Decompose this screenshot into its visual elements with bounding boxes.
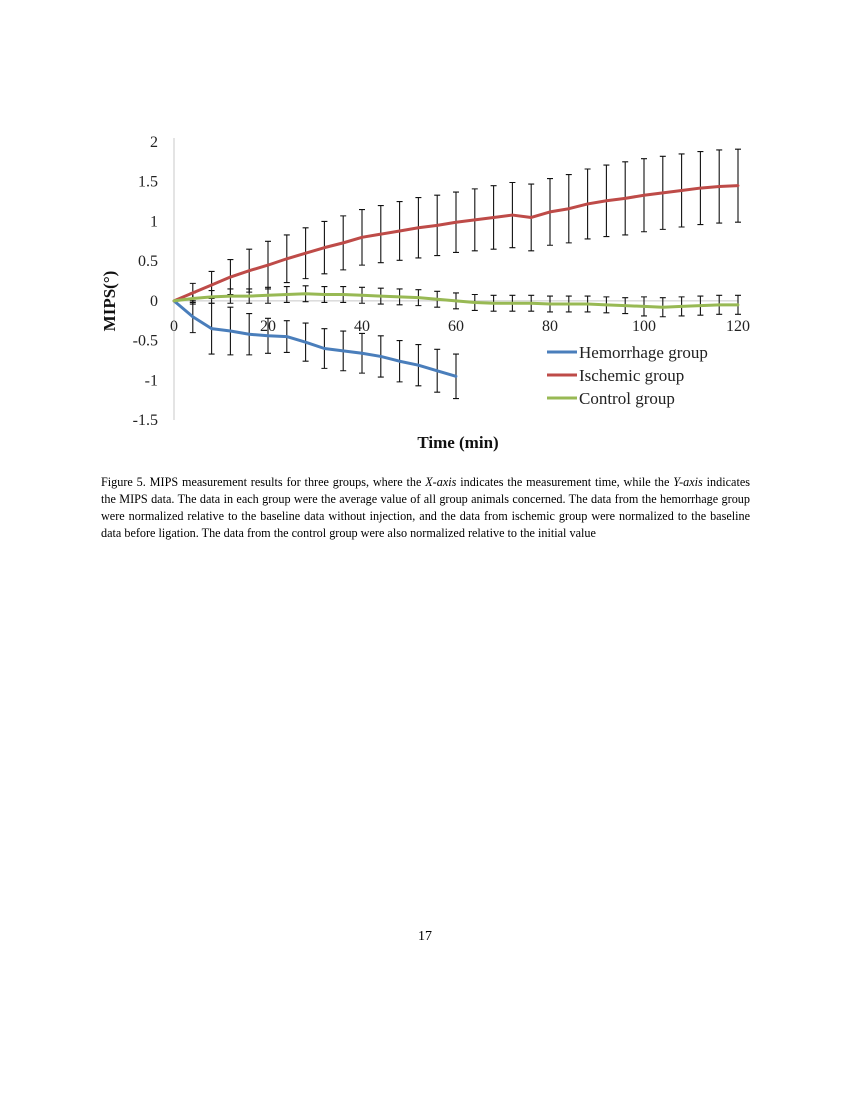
data-point <box>267 334 270 337</box>
data-point <box>191 315 194 318</box>
data-point <box>567 303 570 306</box>
y-tick-label: -1 <box>144 372 158 390</box>
legend-label: Hemorrhage group <box>579 343 708 362</box>
data-point <box>361 352 364 355</box>
data-point <box>549 303 552 306</box>
x-tick-label: 0 <box>170 317 178 335</box>
caption-text-2: indicates the measurement time, while the <box>456 475 674 490</box>
figure-5 <box>95 122 765 452</box>
data-point <box>699 304 702 307</box>
data-point <box>718 303 721 306</box>
data-point <box>248 295 251 298</box>
y-tick-label: 2 <box>150 134 158 151</box>
data-point <box>379 233 382 236</box>
data-point <box>248 269 251 272</box>
data-point <box>436 224 439 227</box>
x-tick-label: 40 <box>354 317 370 335</box>
data-point <box>624 197 627 200</box>
y-tick-label: -1.5 <box>132 412 158 429</box>
x-tick-label: 60 <box>448 317 464 335</box>
data-point <box>210 327 213 330</box>
data-point <box>530 302 533 305</box>
data-point <box>379 295 382 298</box>
y-tick-label: 1.5 <box>138 173 158 191</box>
caption-y-axis: Y-axis <box>673 475 703 490</box>
data-point <box>436 298 439 301</box>
y-tick-label: 0.5 <box>138 253 158 271</box>
y-tick-label: -0.5 <box>132 332 158 350</box>
data-point <box>304 341 307 344</box>
data-point <box>285 335 288 338</box>
legend-label: Ischemic group <box>579 366 685 385</box>
data-point <box>398 360 401 363</box>
data-point <box>248 333 251 336</box>
data-point <box>173 299 176 302</box>
data-point <box>229 295 232 298</box>
data-point <box>417 226 420 229</box>
data-point <box>605 303 608 306</box>
data-point <box>342 349 345 352</box>
data-point <box>379 355 382 358</box>
data-point <box>718 185 721 188</box>
x-tick-label: 20 <box>260 317 276 335</box>
data-point <box>323 347 326 350</box>
data-point <box>191 292 194 295</box>
mips-line-chart <box>95 122 765 452</box>
data-point <box>304 252 307 255</box>
data-point <box>605 199 608 202</box>
data-point <box>586 203 589 206</box>
data-point <box>304 292 307 295</box>
data-point <box>436 369 439 372</box>
data-point <box>737 303 740 306</box>
figure-caption <box>101 474 750 542</box>
data-point <box>473 301 476 304</box>
data-point <box>285 257 288 260</box>
data-point <box>492 302 495 305</box>
data-point <box>229 330 232 333</box>
data-point <box>567 207 570 210</box>
data-point <box>210 284 213 287</box>
data-point <box>473 218 476 221</box>
data-point <box>361 236 364 239</box>
data-point <box>323 246 326 249</box>
data-point <box>643 305 646 308</box>
data-point <box>342 241 345 244</box>
data-point <box>455 375 458 378</box>
data-point <box>680 305 683 308</box>
legend-label: Control group <box>579 389 675 408</box>
series-ischemic-group <box>190 149 741 302</box>
data-point <box>511 214 514 217</box>
data-point <box>191 297 194 300</box>
data-point <box>398 230 401 233</box>
data-point <box>737 184 740 187</box>
caption-text-1: Figure 5. MIPS measurement results for three groups, where the <box>101 475 426 490</box>
y-tick-label: 0 <box>150 292 158 310</box>
caption-x-axis: X-axis <box>425 475 457 490</box>
data-point <box>624 304 627 307</box>
series-line-hemorrhage-group <box>174 301 456 376</box>
data-point <box>398 295 401 298</box>
data-point <box>455 221 458 224</box>
x-tick-label: 100 <box>632 317 656 335</box>
x-tick-label: 80 <box>542 317 558 335</box>
data-point <box>661 306 664 309</box>
data-point <box>511 302 514 305</box>
data-point <box>285 293 288 296</box>
page-number: 17 <box>418 929 432 944</box>
data-point <box>361 294 364 297</box>
y-tick-label: 1 <box>150 213 158 231</box>
data-point <box>492 216 495 219</box>
data-point <box>342 293 345 296</box>
data-point <box>323 293 326 296</box>
data-point <box>267 294 270 297</box>
data-point <box>530 216 533 219</box>
data-point <box>699 187 702 190</box>
data-point <box>417 296 420 299</box>
caption-text-3: indicates the MIPS data. The data in each group were the average value of all group animals concerned. The data from the hemorrhage group were normalized relative to the baseline data without injection, and the data from ischemic group were normalized to the baseline data before ligation. The data from the control group were also normalized relative to the initial value <box>101 475 750 541</box>
data-point <box>417 364 420 367</box>
x-tick-label: 120 <box>726 317 750 335</box>
data-point <box>229 276 232 279</box>
data-point <box>586 303 589 306</box>
data-point <box>549 210 552 213</box>
data-point <box>267 264 270 267</box>
data-point <box>643 194 646 197</box>
data-point <box>661 191 664 194</box>
data-point <box>455 299 458 302</box>
x-axis-title: Time (min) <box>417 433 499 452</box>
data-point <box>680 189 683 192</box>
y-axis-title: MIPS(°) <box>100 270 119 332</box>
data-point <box>210 295 213 298</box>
